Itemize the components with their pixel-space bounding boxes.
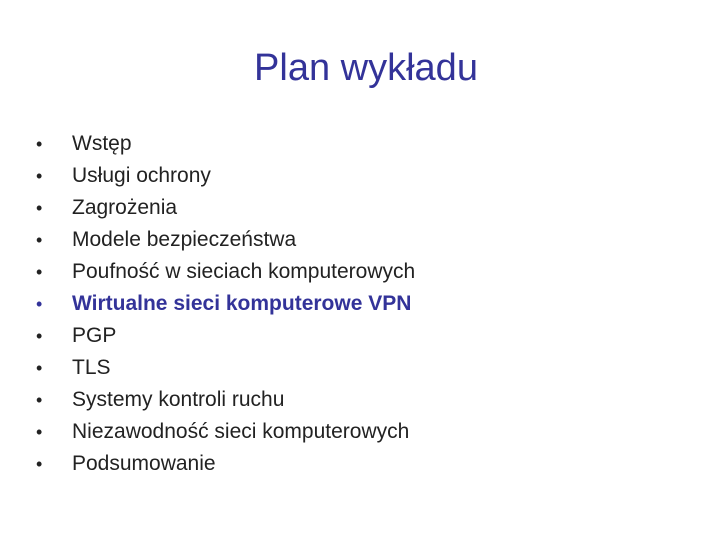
list-item-label: Poufność w sieciach komputerowych [72, 260, 416, 283]
bullet-icon: • [36, 166, 43, 186]
bullet-icon: • [36, 262, 43, 282]
bullet-icon: • [36, 230, 43, 250]
bullet-icon: • [36, 390, 43, 410]
list-item-label: TLS [72, 356, 111, 379]
list-item-label: Zagrożenia [72, 196, 178, 219]
list-item-label: Modele bezpieczeństwa [72, 228, 297, 251]
bullet-icon: • [36, 134, 43, 154]
bullet-icon: • [36, 454, 43, 474]
list-item-label: Systemy kontroli ruchu [72, 388, 285, 411]
list-item-label: Usługi ochrony [72, 164, 211, 187]
list-item-label: Podsumowanie [72, 452, 216, 475]
slide-title: Plan wykładu [254, 47, 478, 89]
bullet-icon: • [36, 422, 43, 442]
list-item-label: Wstęp [72, 132, 132, 155]
list-item-label: PGP [72, 324, 117, 347]
bullet-icon: • [36, 294, 43, 314]
list-item-label: Niezawodność sieci komputerowych [72, 420, 410, 443]
bullet-icon: • [36, 326, 43, 346]
list-item-label: Wirtualne sieci komputerowe VPN [72, 292, 412, 315]
bullet-icon: • [36, 358, 43, 378]
bullet-icon: • [36, 198, 43, 218]
